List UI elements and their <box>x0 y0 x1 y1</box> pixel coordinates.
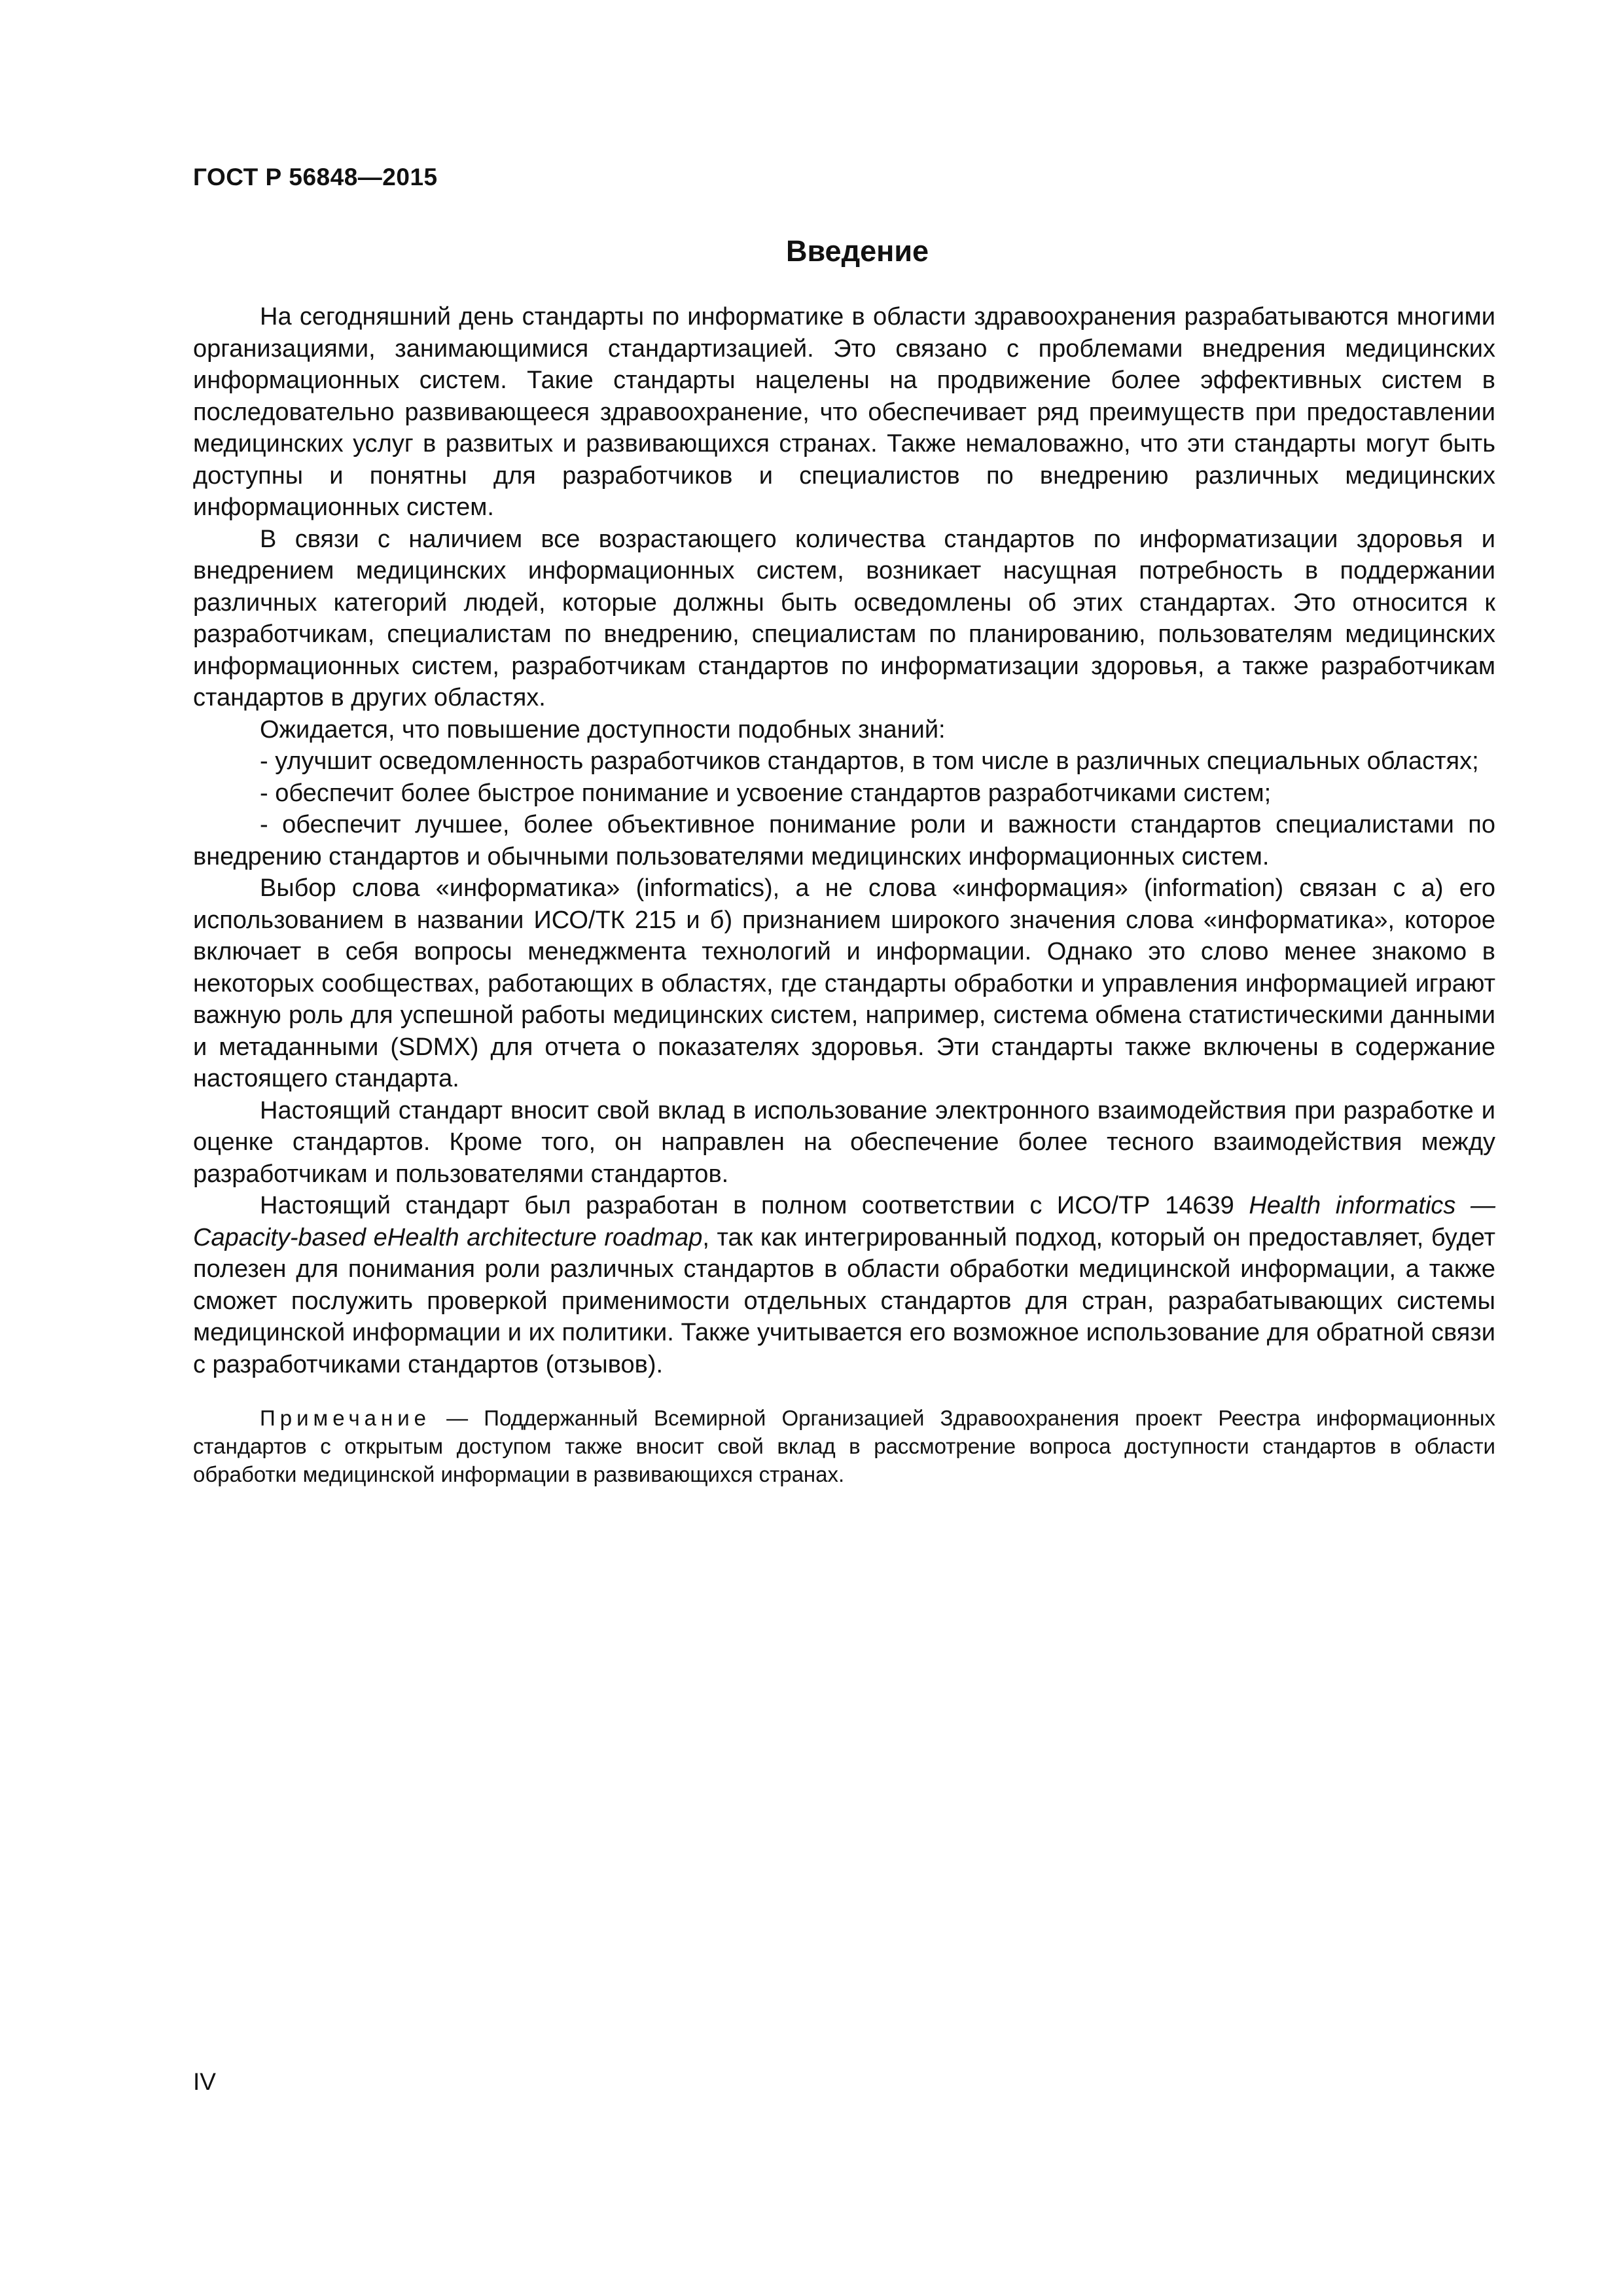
paragraph-text: Настоящий стандарт был разработан в полном соответствии с ИСО/ТР 14639 <box>260 1192 1249 1219</box>
body-text <box>193 301 1495 1380</box>
paragraph: В связи с наличием все возрастающего количества стандартов по информатизации здоровья и внедрением медицинских информационных систем, возникает насущная потребность в поддержании различных категорий людей, которые должны быть осведомлены об этих стандартах. Это относится к разработчикам, специалистам по внедрению, специалистам по планированию, пользователям медицинских информационных систем, разработчикам стандартов по информатизации здоровья, а также разработчикам стандартов в других областях. <box>193 525 1495 711</box>
note-text: — Поддержанный Всемирной Организацией Здравоохранения проект Реестра информационных стандартов с открытым доступом также вносит свой вклад в рассмотрение вопроса доступности стандартов в области обработки медицинской информации в развивающихся странах. <box>193 1406 1495 1486</box>
reference-title: Health informatics — Capacity-based eHealth architecture roadmap <box>193 1192 1495 1251</box>
paragraph: Выбор слова «информатика» (informatics), а не слова «информация» (information) связан с а) его использованием в названии ИСО/ТК 215 и б) признанием широкого значения слова «информатика», которое включает в себя вопросы менеджмента технологий и информации. Однако это слово менее знакомо в некоторых сообществах, работающих в областях, где стандарты обработки и управления информацией играют важную роль для успешной работы медицинских систем, например, система обмена статистическими данными и метаданными (SDMX) для отчета о показателях здоровья. Эти стандарты также включены в содержание настоящего стандарта. <box>193 874 1495 1092</box>
note <box>193 1404 1495 1488</box>
note-label: Примечание <box>260 1406 431 1430</box>
list-item: - улучшит осведомленность разработчиков стандартов, в том числе в различных специальных областях; <box>260 747 1479 775</box>
standard-id-header: ГОСТ Р 56848—2015 <box>193 164 438 190</box>
paragraph <box>193 1190 1495 1380</box>
list-item: - обеспечит лучшее, более объективное понимание роли и важности стандартов специалистами по внедрению стандартов и обычными пользователями медицинских информационных систем. <box>193 811 1495 870</box>
paragraph-text: , так как интегрированный подход, который он предоставляет, будет полезен для понимания роли различных стандартов в области обработки медицинской информации, а также сможет послужить проверкой применимости отдельных стандартов для стран, разрабатывающих системы медицинской информации и их политики. Также учитывается его возможное использование для обратной связи с разработчиками стандартов (отзывов). <box>193 1223 1495 1378</box>
paragraph: Ожидается, что повышение доступности подобных знаний: <box>260 715 946 744</box>
section-title: Введение <box>785 234 929 268</box>
paragraph: Настоящий стандарт вносит свой вклад в использование электронного взаимодействия при разработке и оценке стандартов. Кроме того, он направлен на обеспечение более тесного взаимодействия между разработчикам и пользователями стандартов. <box>193 1096 1495 1188</box>
page-number: IV <box>193 2068 216 2095</box>
paragraph: На сегодняшний день стандарты по информатике в области здравоохранения разрабатываются многими организациями, занимающимися стандартизацией. Это связано с проблемами внедрения медицинских информационных систем. Такие стандарты нацелены на продвижение более эффективных систем в последовательно развивающееся здравоохранение, что обеспечивает ряд преимуществ при предоставлении медицинских услуг в развитых и развивающихся странах. Также немаловажно, что эти стандарты могут быть доступны и понятны для разработчиков и специалистов по внедрению различных медицинских информационных систем. <box>193 303 1495 521</box>
list-item: - обеспечит более быстрое понимание и усвоение стандартов разработчиками систем; <box>260 779 1272 807</box>
